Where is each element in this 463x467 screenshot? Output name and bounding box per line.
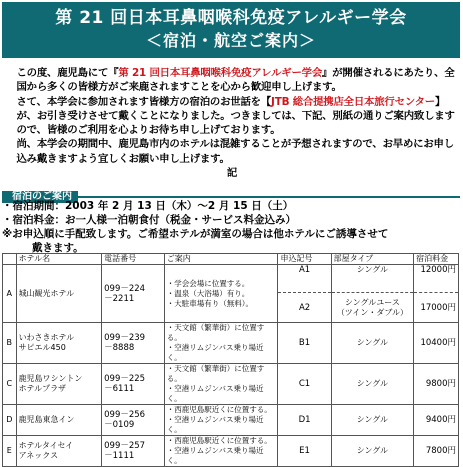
booking-code: A2 — [278, 293, 331, 323]
hotel-name: ホテルタイセイ アネックス — [16, 436, 102, 467]
table-row — [3, 436, 459, 467]
room-type: シングルユース （ツイン・ダブル） — [331, 293, 413, 323]
intro-paragraph-3: 尚、本学会の期間中、鹿児島市内のホテルは混雑することが予想されますので、お早めにお申し込み戴きますよう宜しくお願い申し上げます。 — [16, 138, 454, 165]
room-type: シングル — [331, 436, 413, 467]
hotel-tel: 099－256 －0109 — [102, 405, 165, 436]
hotel-name: 鹿児島ワシントン ホテルプラザ — [16, 364, 102, 405]
row-label: A — [3, 265, 17, 323]
room-type: シングル — [331, 405, 413, 436]
room-price: 12000円 — [414, 265, 459, 293]
page-header — [2, 2, 460, 58]
row-label: E — [3, 436, 17, 467]
hotel-notes: ・西鹿児島駅近くに位置する。 ・空港リムジンバス乗り場近く。 — [164, 405, 278, 436]
intro-paragraph-1: この度、鹿児島にて『第 21 回日本耳鼻咽喉科免疫アレルギー学会』が開催されるにあたり、全国から多くの皆様方がご来鹿されますことを心から歓迎申し上げます。 — [16, 67, 455, 94]
room-type: シングル — [331, 265, 413, 293]
stay-info — [2, 199, 460, 255]
booking-note-cont: 戴きます。 — [32, 242, 84, 254]
section-label: 宿泊のご案内 — [2, 191, 78, 203]
room-price: 9400円 — [414, 405, 459, 436]
guide-subtitle: ＜宿泊・航空ご案内＞ — [145, 31, 316, 50]
col-header-notes: ご案内 — [164, 254, 278, 265]
hotel-notes: ・西鹿児島駅近くに位置する。 ・空港リムジンバス乗り場近く。 — [164, 436, 278, 467]
intro-paragraph-2: さて、本学会に参加されます皆様方の宿泊のお世話を【JTB 総合提携店全日本旅行センター】が、お引き受けさせて戴くことになりました。つきましては、下記、別紙の通りご案内致しますので、皆様のご利用を心よりお待ち申し上げております。 — [16, 95, 455, 137]
stay-fee: ・宿泊料金：お一人様一泊朝食付（税金・サービス料金込み） — [2, 214, 296, 226]
stay-period: ・宿泊期間：2003 年 2 月 13 日（木）～2 月 15 日（土） — [2, 200, 294, 212]
agency-name-highlight: JTB 総合提携店全日本旅行センター — [271, 95, 435, 108]
col-header-code: 申込記号 — [278, 254, 331, 265]
booking-code: C1 — [278, 364, 331, 405]
table-row — [3, 323, 459, 364]
conference-name-highlight: 第 21 回日本耳鼻咽喉科免疫アレルギー学会 — [118, 67, 323, 79]
col-header-price: 宿泊料金 — [414, 254, 459, 265]
room-type: シングル — [331, 323, 413, 364]
hotel-tel: 099－239 －8888 — [102, 323, 165, 364]
table-row — [3, 265, 459, 293]
hotel-tel: 099－224 －2211 — [102, 265, 165, 323]
room-price: 7800円 — [414, 436, 459, 467]
table-row — [3, 364, 459, 405]
col-header-label — [3, 254, 17, 265]
hotel-notes: ・天文館（繁華街）に位置する。 ・空港リムジンバス乗り場近く。 — [164, 323, 278, 364]
room-price: 17000円 — [414, 293, 459, 323]
hotel-notes: ・学会会場に位置する。 ・温泉（大浴場）有り。 ・大駐車場有り（無料）。 — [164, 265, 278, 323]
section-bar — [2, 184, 460, 202]
hotel-notes: ・天文館（繁華街）に位置する。 ・空港リムジンバス乗り場近く。 — [164, 364, 278, 405]
conference-title: 第 21 回日本耳鼻咽喉科免疫アレルギー学会 — [55, 8, 407, 28]
table-header-row — [3, 254, 459, 265]
booking-code: A1 — [278, 265, 331, 293]
hotel-name: いわさきホテル サピエル450 — [16, 323, 102, 364]
room-type: シングル — [331, 364, 413, 405]
booking-note: ※お申込順に手配致します。ご希望ホテルが満室の場合は他ホテルにご誘導させて — [2, 228, 389, 240]
booking-code: D1 — [278, 405, 331, 436]
room-price: 9800円 — [414, 364, 459, 405]
intro-text — [4, 66, 460, 180]
col-header-roomtype: 部屋タイプ — [331, 254, 413, 265]
hotel-name: 城山観光ホテル — [16, 265, 102, 323]
col-header-hotel: ホテル名 — [16, 254, 102, 265]
hotel-tel: 099－225 －6111 — [102, 364, 165, 405]
booking-code: B1 — [278, 323, 331, 364]
col-header-tel: 電話番号 — [102, 254, 165, 265]
table-row — [3, 405, 459, 436]
ki-mark: 記 — [226, 167, 238, 180]
hotel-table — [2, 253, 459, 467]
hotel-name: 鹿児島東急イン — [16, 405, 102, 436]
row-label: C — [3, 364, 17, 405]
row-label: D — [3, 405, 17, 436]
hotel-tel: 099－257 －1111 — [102, 436, 165, 467]
row-label: B — [3, 323, 17, 364]
booking-code: E1 — [278, 436, 331, 467]
room-price: 10400円 — [414, 323, 459, 364]
